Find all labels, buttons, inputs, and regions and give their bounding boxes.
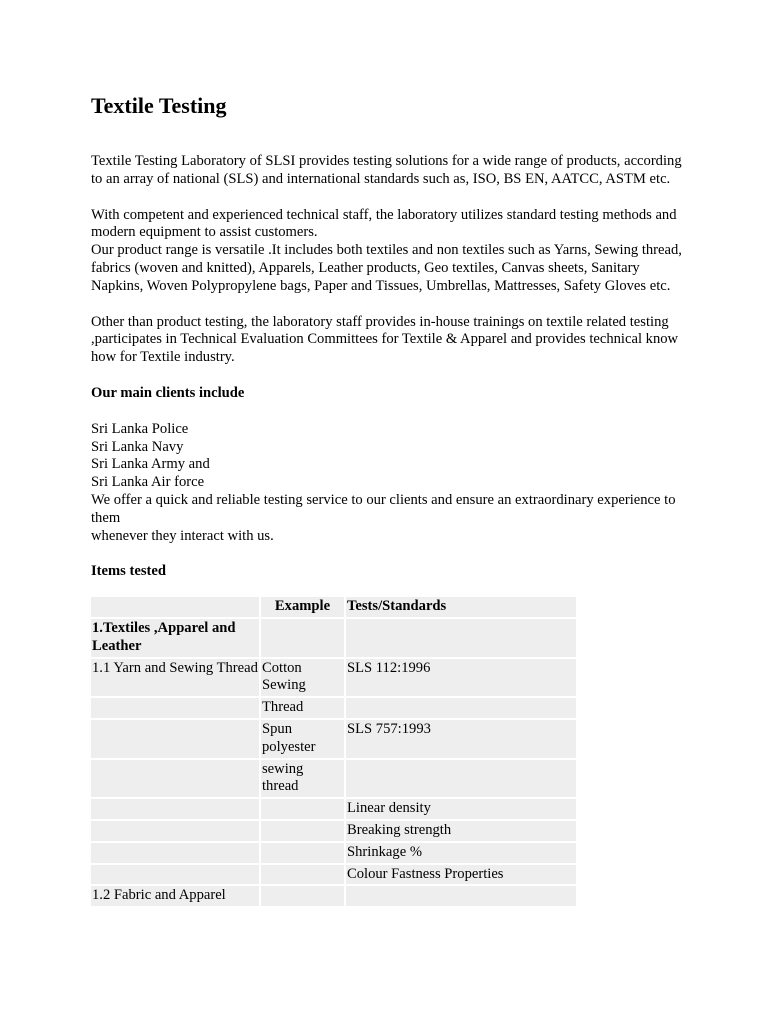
table-cell — [91, 720, 259, 758]
table-row — [91, 760, 576, 798]
table-cell: SLS 757:1993 — [346, 720, 576, 758]
column-header: Example — [261, 597, 344, 617]
table-cell: 1.2 Fabric and Apparel — [91, 886, 259, 906]
column-header — [91, 597, 259, 617]
intro-paragraph: Textile Testing Laboratory of SLSI provides testing solutions for a wide range of products, according to an array of national (SLS) and international standards such as, ISO, BS EN, AATCC, ASTM etc. — [91, 153, 682, 187]
table-cell: Shrinkage % — [346, 843, 576, 863]
table-row — [91, 821, 576, 841]
table-row — [91, 619, 576, 657]
offer-text: We offer a quick and reliable testing service to our clients and ensure an extraordinary experience to them — [91, 491, 676, 526]
page-title: Textile Testing — [91, 93, 227, 118]
table-row — [91, 659, 576, 697]
table-row — [91, 843, 576, 863]
table-cell — [91, 698, 259, 718]
table-cell: 1.Textiles ,Apparel and Leather — [91, 619, 259, 657]
table-cell: Thread — [261, 698, 344, 718]
table-cell — [261, 799, 344, 819]
staff-paragraph: With competent and experienced technical staff, the laboratory utilizes standard testing methods and modern equipment to assist customers. — [91, 206, 677, 241]
document-page — [91, 92, 691, 908]
table-header-row — [91, 597, 576, 617]
client-item: Sri Lanka Navy — [91, 438, 184, 455]
table-cell: Breaking strength — [346, 821, 576, 841]
paragraph-gap — [91, 367, 691, 385]
paragraph-gap — [91, 296, 691, 314]
table-row — [91, 720, 576, 758]
table-cell — [261, 843, 344, 863]
paragraph-gap — [91, 189, 691, 207]
table-cell: 1.1 Yarn and Sewing Thread — [91, 659, 259, 697]
client-item: Sri Lanka Police — [91, 420, 189, 437]
table-cell — [346, 619, 576, 657]
table-cell — [91, 821, 259, 841]
product-range-paragraph: Our product range is versatile .It includes both textiles and non textiles such as Yarns, Sewing thread, fabrics (woven and knitted), Apparels, Leather products, Geo textiles, Canvas sheets, Sanitary Napkins, Woven Polypropylene bags, Paper and Tissues, Umbrellas, Mattresses, Safety Gloves etc. — [91, 242, 682, 294]
table-row — [91, 799, 576, 819]
table-cell: Linear density — [346, 799, 576, 819]
table-cell — [346, 760, 576, 798]
table-cell — [261, 886, 344, 906]
client-item: Sri Lanka Air force — [91, 474, 205, 491]
table-cell: Cotton Sewing — [261, 659, 344, 697]
table-cell — [261, 865, 344, 885]
table-cell: Colour Fastness Properties — [346, 865, 576, 885]
table-cell — [91, 799, 259, 819]
table-cell: SLS 112:1996 — [346, 659, 576, 697]
paragraph-gap — [91, 545, 691, 563]
table-cell — [261, 619, 344, 657]
items-tested-table — [89, 595, 578, 908]
table-cell — [346, 698, 576, 718]
clients-heading: Our main clients include — [91, 384, 245, 401]
table-cell: Spun polyester — [261, 720, 344, 758]
trainings-paragraph: Other than product testing, the laboratory staff provides in-house trainings on textile related testing ,participates in Technical Evaluation Committees for Textile & Apparel and provides technical know how for Textile industry. — [91, 313, 679, 366]
table-row — [91, 865, 576, 885]
client-item: Sri Lanka Army and — [91, 456, 210, 473]
table-row — [91, 886, 576, 906]
table-cell — [91, 865, 259, 885]
table-cell — [261, 821, 344, 841]
table-row — [91, 698, 576, 718]
table-cell: sewing thread — [261, 760, 344, 798]
offer-text-continued: whenever they interact with us. — [91, 527, 274, 544]
table-cell — [91, 843, 259, 863]
items-tested-heading: Items tested — [91, 563, 166, 580]
paragraph-gap — [91, 403, 691, 421]
column-header: Tests/Standards — [346, 597, 576, 617]
table-cell — [91, 760, 259, 798]
table-cell — [346, 886, 576, 906]
